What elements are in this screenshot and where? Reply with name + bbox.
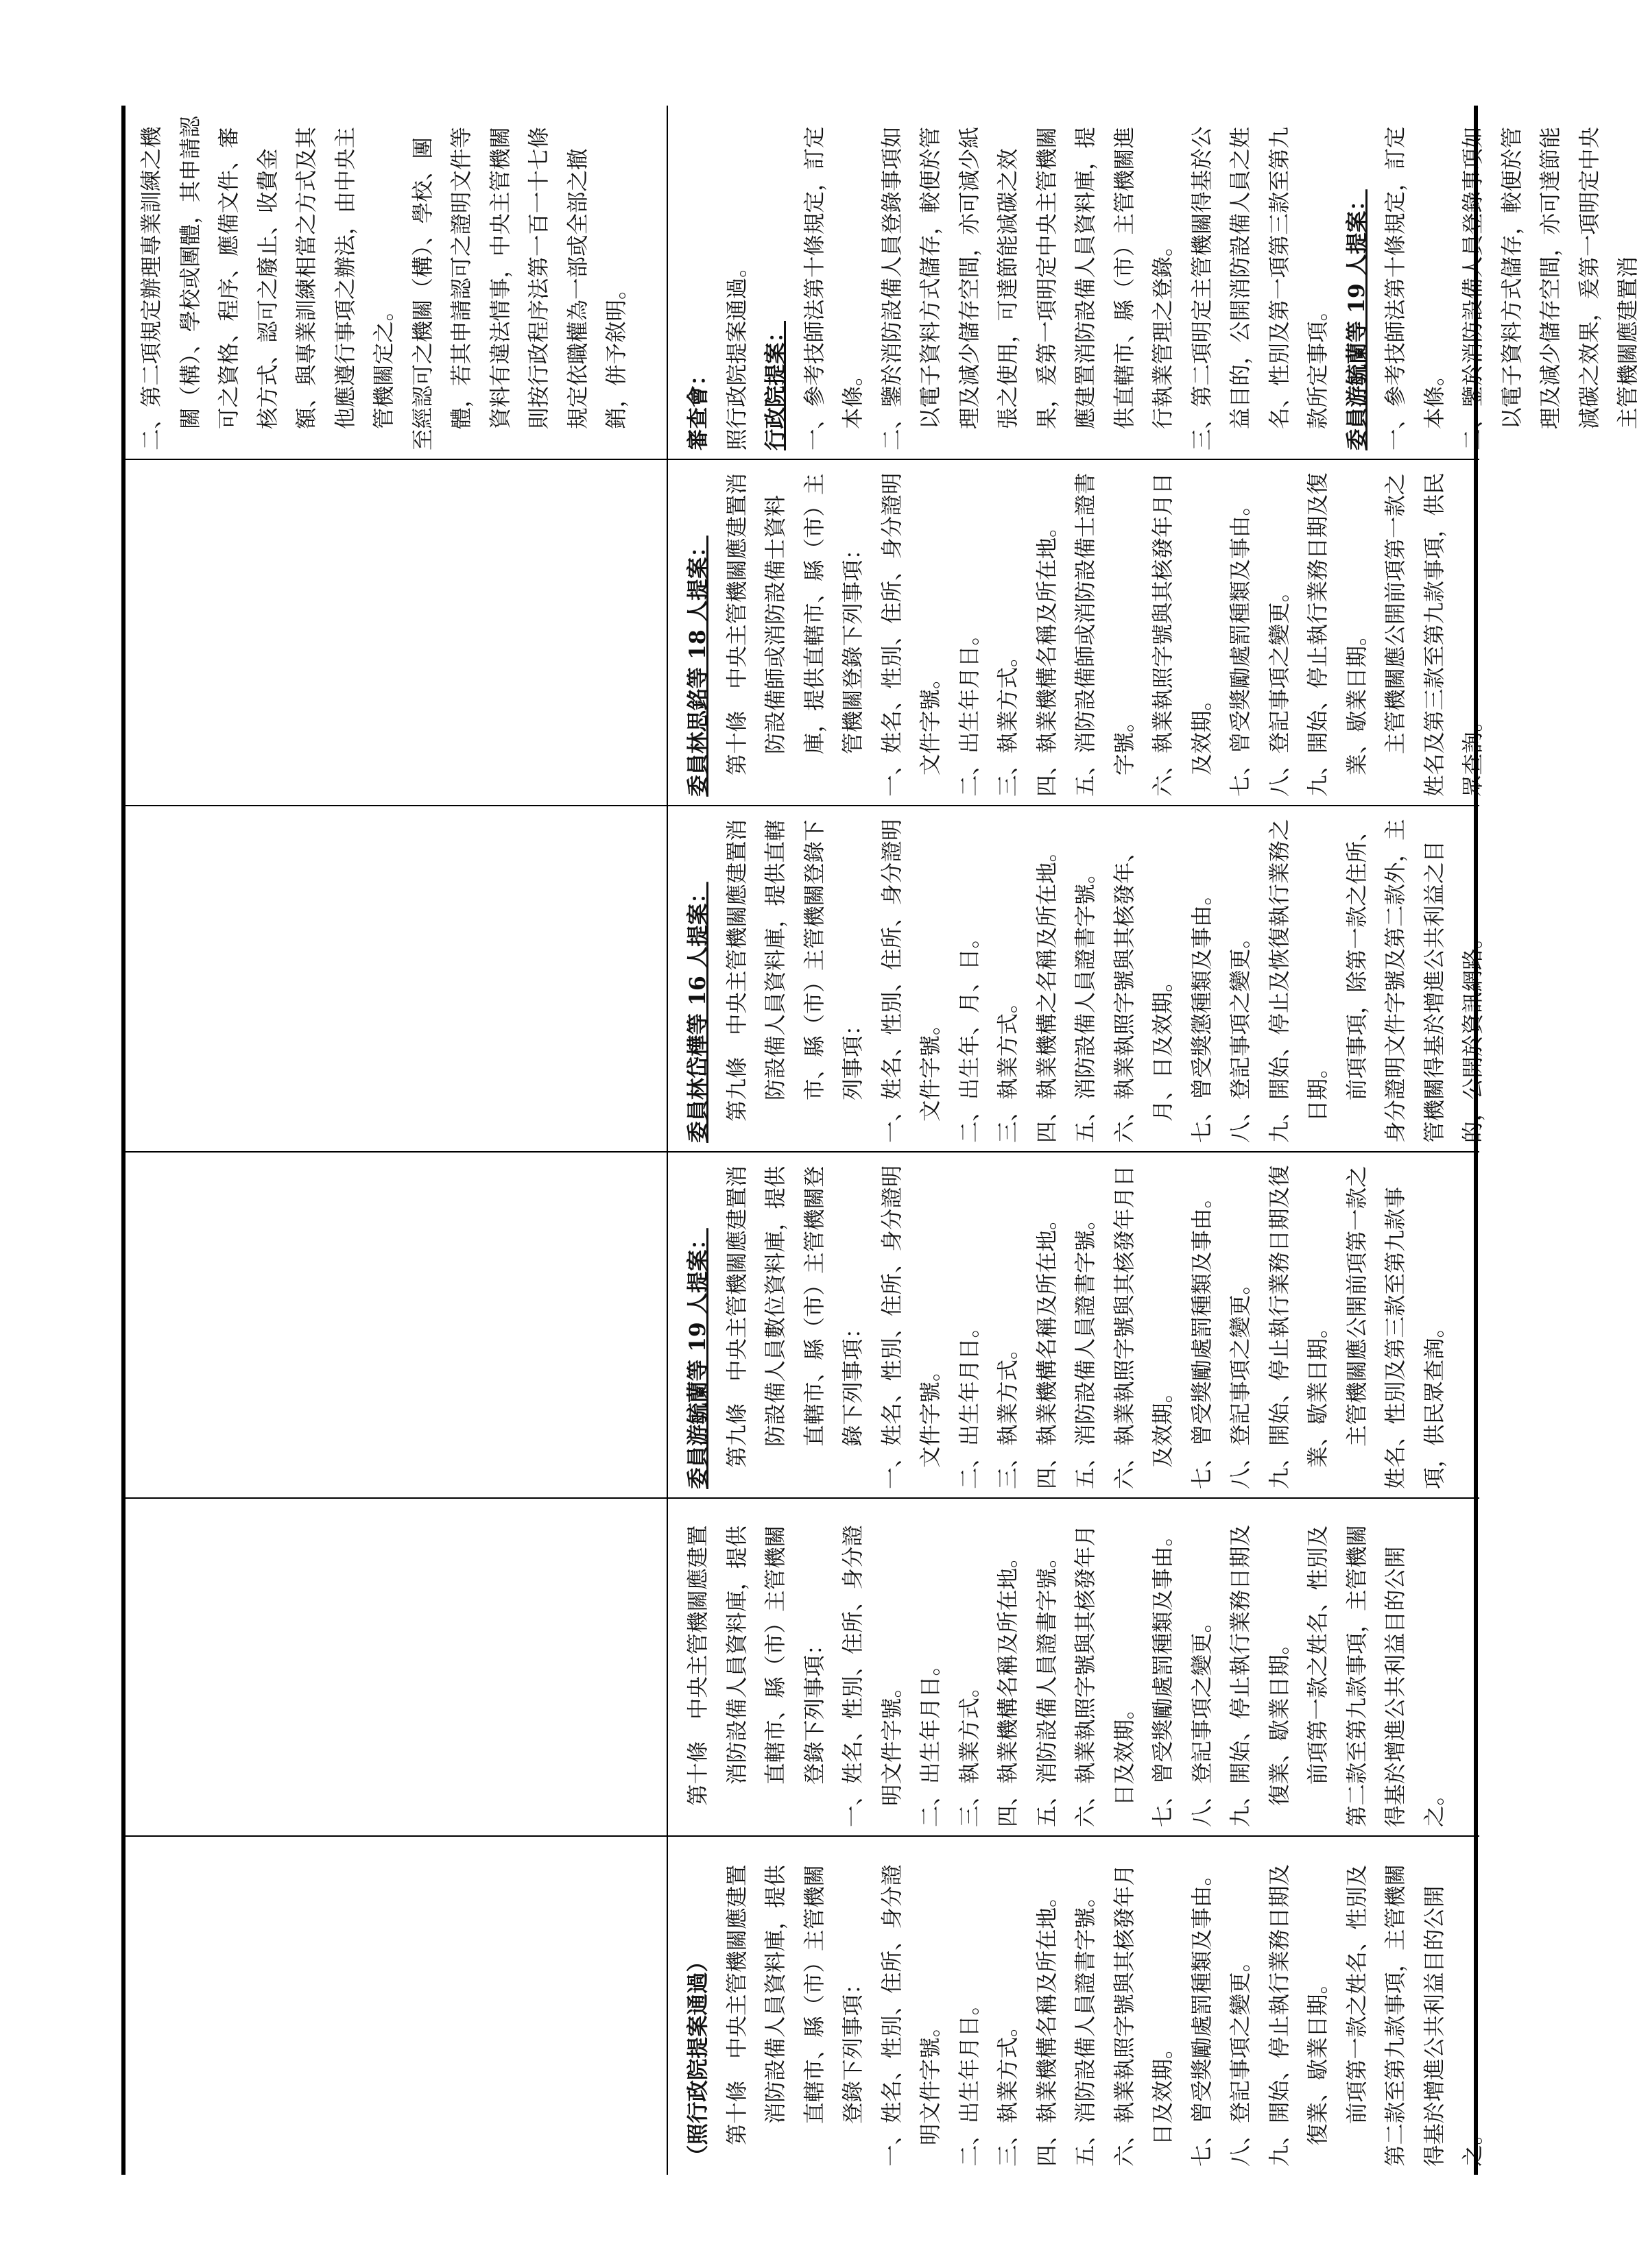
paragraph: 三、執業方式。 xyxy=(957,1676,982,1827)
proposal-you-article-text xyxy=(718,1161,1455,1489)
paragraph: 一、參考技師法第十條規定，訂定本條。 xyxy=(802,126,865,450)
paragraph: 六、執業執照字號與其核發年月日及效期。 xyxy=(1112,1863,1175,2167)
paragraph: 二、出生年月日。 xyxy=(918,1654,943,1827)
paragraph: 七、曾受獎勵處罰種類及事由。 xyxy=(1151,1524,1175,1827)
lower-cell-proposal-lin-dai-hua xyxy=(668,806,1485,1153)
paragraph: 三、執業方式。 xyxy=(996,645,1020,797)
upper-cell-1 xyxy=(121,1837,667,2175)
paragraph: 一、參考技師法第十條規定，訂定本條。 xyxy=(1383,126,1447,450)
paragraph: 前項第一款之姓名、性別及第二款至第九款事項，主管機關得基於增進公共利益目的公開之。 xyxy=(1344,1863,1485,2167)
lower-cell-proposal-lin-si-ming xyxy=(668,460,1485,806)
paragraph: 八、登記事項之變更。 xyxy=(1189,1610,1215,1827)
paragraph: 三、執業方式。 xyxy=(996,991,1020,1143)
paragraph: 九、開始、停止執行業務日期及復業、歇業日期。 xyxy=(1267,1863,1330,2167)
paragraph: 七、曾受獎勵處罰種類及事由。 xyxy=(1189,1186,1215,1489)
paragraph: 第十條 中央主管機關應建置消防設備人員資料庫，提供直轄市、縣（市）主管機關登錄下列事項： xyxy=(724,1864,865,2145)
paragraph: 前項事項，除第一款之住所、身分證明文件字號及第二款外，主管機關得基於增進公共利益之目的，公開於資訊網路。 xyxy=(1344,819,1485,1143)
paragraph: 三、第二項明定主管機關得基於公益目的，公開消防設備人員之姓名、性別及第一項第三款至第九款所定事項。 xyxy=(1189,126,1330,450)
explanation-you-text xyxy=(1376,114,1648,450)
paragraph: 一、姓名、性別、住所、身分證明文件字號。 xyxy=(879,819,943,1143)
table-row-lower xyxy=(667,106,1640,2175)
paragraph: 第九條 中央主管機關應建置消防設備人員數位資料庫，提供直轄市、縣（市）主管機關登錄下列事項： xyxy=(724,1165,865,1468)
paragraph: 八、登記事項之變更。 xyxy=(1228,1950,1253,2167)
paragraph: 五、消防設備人員證書字號。 xyxy=(1073,862,1098,1143)
paragraph: 九、開始、停止執行業務日期及復業、歇業日期。 xyxy=(1228,1524,1292,1827)
paragraph: 六、執業執照字號與其核發年、月、日及效期。 xyxy=(1112,840,1175,1143)
lower-cell-proposal-you xyxy=(668,1153,1479,1499)
paragraph: 二、出生年月日。 xyxy=(957,623,982,797)
explanation-executive-text xyxy=(796,114,1338,450)
review-heading: 審查會： xyxy=(685,363,710,450)
paragraph: 四、執業機構名稱及所在地。 xyxy=(1034,516,1060,797)
proposal-you-heading: 委員游毓蘭等 19 人提案： xyxy=(685,1228,710,1489)
proposal-lin-si-ming-heading: 委員林思銘等 18 人提案： xyxy=(685,535,710,797)
upper-cell-2 xyxy=(121,1499,667,1837)
proposal-lin-dai-hua-heading: 委員林岱樺等 16 人提案： xyxy=(685,882,710,1143)
paragraph: 主管機關應公開前項第一款之姓名、性別及第三款至第九款事項，供民眾查詢。 xyxy=(1344,1166,1447,1489)
adopted-article-text xyxy=(718,1845,1493,2167)
upper-cell-5 xyxy=(121,460,667,806)
paragraph: 九、開始、停止執行業務日期及復業、歇業日期。 xyxy=(1306,472,1370,797)
paragraph: 前項第一款之姓名、性別及第二款至第九款事項，主管機關得基於增進公共利益目的公開之。 xyxy=(1306,1524,1447,1827)
paragraph: 八、登記事項之變更。 xyxy=(1267,580,1292,797)
paragraph: 五、消防設備人員證書字號。 xyxy=(1073,1208,1098,1489)
paragraph: 四、執業機構名稱及所在地。 xyxy=(996,1546,1020,1827)
paragraph: 三、執業方式。 xyxy=(996,1338,1020,1489)
upper-cell-4 xyxy=(121,806,667,1153)
paragraph: 一、姓名、性別、住所、身分證明文件字號。 xyxy=(879,1863,943,2167)
paragraph: 四、執業機構名稱及所在地。 xyxy=(1034,1208,1060,1489)
paragraph: 六、執業執照字號與其核發年月日及效期。 xyxy=(1112,1165,1175,1489)
paragraph: 六、執業執照字號與其核發年月日及效期。 xyxy=(1151,472,1215,797)
paragraph: 九、開始、停止執行業務日期及復業、歇業日期。 xyxy=(1267,1165,1330,1489)
paragraph: 五、消防設備人員證書字號。 xyxy=(1034,1546,1060,1827)
upper-cell-3 xyxy=(121,1153,667,1499)
adopted-heading: （照行政院提案通過） xyxy=(685,1950,710,2167)
paragraph: 二、第二項規定辦理專業訓練之機關（構）、學校或團體，其申請認可之資格、程序、應備文件、審核方式、認可之廢止、收費金額、與專業訓練相當之方式及其他應遵行事項之辦法，由中央主管機關定之。 xyxy=(139,116,396,450)
paragraph: 五、消防設備人員證書字號。 xyxy=(1073,1885,1098,2167)
paragraph: 七、曾受獎勵處罰種類及事由。 xyxy=(1228,494,1253,797)
explanation-you-heading: 委員游毓蘭等 19 人提案： xyxy=(1344,189,1370,450)
paragraph: 二、鑒於消防設備人員登錄事項如以電子資料方式儲存，較便於管理及減少儲存空間，亦可達節能減碳之效果，爰第一項明定中央主管機關應建置消 xyxy=(1461,126,1640,450)
review-text: 照行政院提案通過。 xyxy=(724,256,750,450)
paragraph: 二、鑒於消防設備人員登錄事項如以電子資料方式儲存，較便於管理及減少儲存空間，亦可減少紙張之使用，可達節能減碳之效果，爰第一項明定中央主管機關應建置消防設備人員資料庫，提供直轄市、縣（市）主管機關進行執業管理之登錄。 xyxy=(879,126,1175,450)
executive-article-text xyxy=(679,1507,1454,1827)
table-row-upper xyxy=(121,106,667,2175)
upper-explanation-text xyxy=(132,114,636,450)
paragraph: 一、姓名、性別、住所、身分證明文件字號。 xyxy=(879,1165,943,1489)
paragraph: 一、姓名、性別、住所、身分證明文件字號。 xyxy=(879,472,943,797)
paragraph: 一、姓名、性別、住所、身分證明文件字號。 xyxy=(841,1524,905,1827)
paragraph: 至經認可之機關（構）、學校、團體，若其申請認可之證明文件等資料有違法情事，中央主管機關則按行政程序法第一百一十七條規定依職權為一部或全部之撤銷，併予敘明。 xyxy=(410,126,629,450)
paragraph: 二、出生年月日。 xyxy=(957,1316,982,1489)
table-bottom-rule xyxy=(1474,106,1478,2175)
paragraph: 三、執業方式。 xyxy=(996,2015,1020,2167)
paragraph: 二、出生年、月、日。 xyxy=(957,926,982,1143)
paragraph: 主管機關應公開前項第一款之姓名及第三款至第九款事項，供民眾查詢。 xyxy=(1383,472,1485,797)
paragraph: 九、開始、停止及恢復執行業務之日期。 xyxy=(1267,819,1330,1143)
paragraph: 四、執業機構名稱及所在地。 xyxy=(1034,1885,1060,2167)
explanation-executive-heading: 行政院提案： xyxy=(763,320,788,450)
lower-cell-explanation xyxy=(668,106,1640,460)
paragraph: 二、出生年月日。 xyxy=(957,1993,982,2167)
upper-cell-6 xyxy=(121,106,667,460)
proposal-lin-dai-hua-article-text xyxy=(718,815,1493,1143)
proposal-lin-si-ming-article-text xyxy=(718,468,1493,797)
paragraph: 第十條 中央主管機關應建置消防設備人員資料庫，提供直轄市、縣（市）主管機關登錄下列事項： xyxy=(686,1525,827,1806)
lower-cell-executive xyxy=(668,1499,1479,1837)
lower-cell-adopted xyxy=(668,1837,1485,2175)
paragraph: 八、登記事項之變更。 xyxy=(1228,1272,1253,1489)
rotated-comparison-table xyxy=(121,106,1640,2175)
paragraph: 第十條 中央主管機關應建置消防設備師或消防設備士資料庫，提供直轄市、縣（市）主管機關登錄下列事項： xyxy=(724,472,865,775)
paragraph: 第九條 中央主管機關應建置消防設備人員資料庫，提供直轄市、縣（市）主管機關登錄下列事項： xyxy=(724,819,865,1122)
paragraph: 六、執業執照字號與其核發年月日及效期。 xyxy=(1073,1524,1137,1827)
paragraph: 七、曾受獎勵處罰種類及事由。 xyxy=(1189,1863,1215,2167)
paragraph: 五、消防設備師或消防設備士證書字號。 xyxy=(1073,472,1137,797)
paragraph: 八、登記事項之變更。 xyxy=(1228,926,1253,1143)
paragraph: 四、執業機構之名稱及所在地。 xyxy=(1034,840,1060,1143)
paragraph: 七、曾受獎懲種類及事由。 xyxy=(1189,883,1215,1143)
